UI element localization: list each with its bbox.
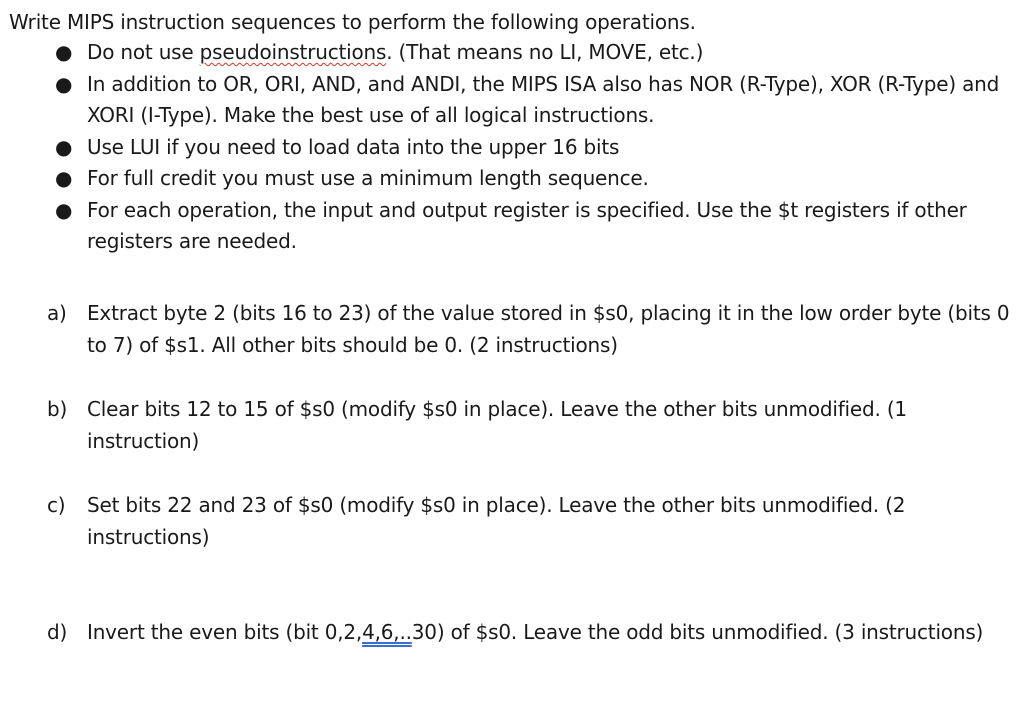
rule-text: For each operation, the input and output register is specified. Use the $t registers if other registers are needed.: [87, 197, 967, 253]
question-letter: c): [47, 493, 66, 517]
grammar-flagged-text: 4,6,..: [362, 620, 412, 644]
bullet-icon: ●: [55, 166, 73, 190]
rule-text: For full credit you must use a minimum length sequence.: [87, 166, 649, 190]
question-a: [0, 297, 1010, 361]
bullet-icon: ●: [55, 71, 73, 96]
rule-item-registers: [0, 195, 1010, 258]
question-text-pre: Invert the even bits (bit 0,2,: [87, 620, 363, 644]
bullet-icon: ●: [55, 197, 73, 222]
question-letter: d): [47, 620, 68, 644]
rule-text: In addition to OR, ORI, AND, and ANDI, the MIPS ISA also has NOR (R-Type), XOR (R-Type) and XORI (I-Type). Make the best use of all logical instructions.: [87, 71, 1000, 127]
rule-text-pre: Do not use: [87, 40, 200, 64]
rule-item-no-pseudoinstructions: [0, 37, 1010, 69]
question-text: [87, 616, 1010, 648]
bullet-icon: ●: [55, 40, 73, 64]
question-d: [0, 616, 1010, 648]
instruction-rules-list: [0, 37, 1010, 258]
question-b: [0, 393, 1010, 457]
rule-item-logical-instructions: [0, 69, 1010, 132]
rule-item-minimum-length: [0, 163, 1010, 195]
bullet-icon: ●: [55, 134, 73, 159]
question-text: Set bits 22 and 23 of $s0 (modify $s0 in place). Leave the other bits unmodified. (2 instructions): [87, 493, 906, 549]
rule-text-post: . (That means no LI, MOVE, etc.): [386, 40, 704, 64]
spellcheck-flagged-word: pseudoinstructions: [199, 40, 387, 64]
question-c: [0, 489, 1010, 553]
question-text: Clear bits 12 to 15 of $s0 (modify $s0 in place). Leave the other bits unmodified. (1 instruction): [87, 397, 907, 453]
question-letter: a): [47, 301, 67, 325]
rule-item-use-lui: [0, 132, 1010, 164]
question-text: Extract byte 2 (bits 16 to 23) of the value stored in $s0, placing it in the low order byte (bits 0 to 7) of $s1. All other bits should be 0. (2 instructions): [87, 301, 1010, 357]
question-letter: b): [47, 397, 68, 421]
intro-heading: Write MIPS instruction sequences to perform the following operations.: [9, 10, 696, 34]
question-text-post: 30) of $s0. Leave the odd bits unmodified. (3 instructions): [411, 620, 984, 644]
rule-text: Use LUI if you need to load data into the upper 16 bits: [87, 134, 620, 159]
